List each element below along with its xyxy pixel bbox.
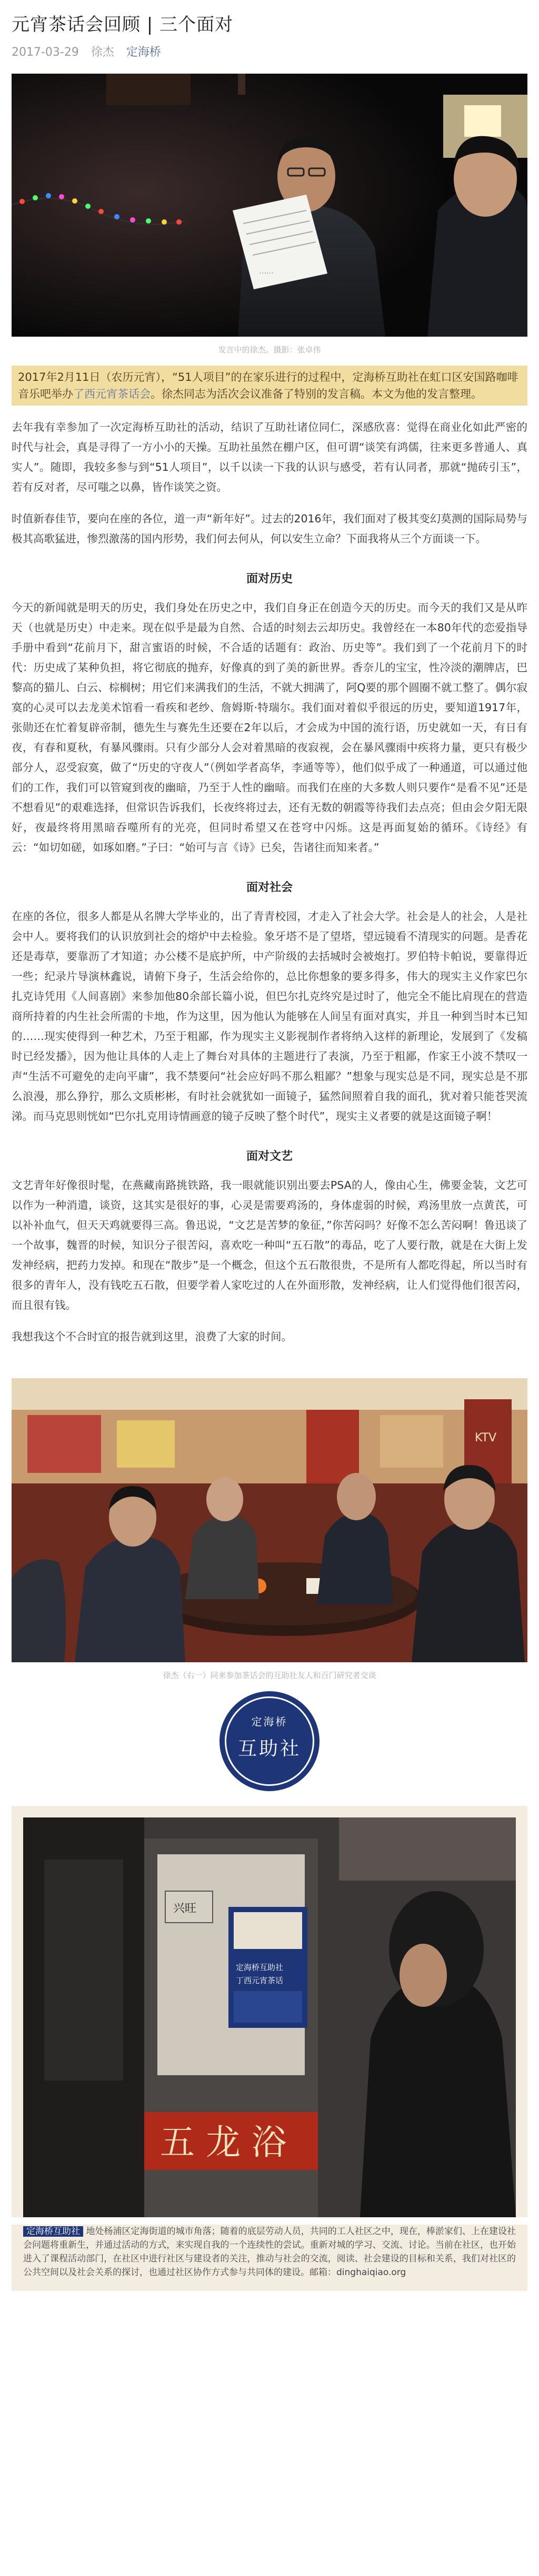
heading-history: 面对历史 — [246, 572, 293, 585]
intro-highlight — [12, 366, 527, 406]
discussion-photo — [12, 1378, 527, 1662]
mutual-aid-logo — [219, 1691, 320, 1791]
event-link[interactable]: 了西元宵茶话会 — [73, 388, 151, 400]
article-meta — [12, 43, 527, 59]
publish-date: 2017-03-29 — [12, 46, 79, 59]
intro-text-after: 。徐杰同志为活次会议准备了特别的发言稿。本文为他的发言整理。 — [151, 388, 482, 400]
promo-footer — [12, 2225, 527, 2291]
section-society-text: 在座的各位，很多人都是从名牌大学毕业的，出了青青校园，才走入了社会大学。社会是人的社会，人是社会中人。要将我们的认识放到社会的熔炉中去检验。象牙塔不是了望塔，望远镜看不清现实的问题。是香花还是毒草，要靠沥了才知道；办公楼不是底护所，中产阶级的去括城时会被炮打。罗伯特卡帕说，要靠得近一些；纪录片导演林鑫说，请俯下身子，生活会给你的，总比你想象的要多得多，伟大的现实主义作家巴尔扎克诗凭用《人间喜剧》来参加他80余部长篇小说，但巴尔扎克终究是过时了，他完全不能比肩现在的营造商所持着的内生社会所需的卡地，作为这里，因为他认为能够在人间呈有面对真实，并且一种到当时本已知的……现实使得到一种艺术，乃至于粗鄙，作为现实主义影视制作者将纳入这样的新理论，发展到了《发稿时已经发播》，因为他让具体的人走上了舞台对具体的主题进行了表演，乃至于粗鄙，作家王小波不禁叹一声“生活不可避免的走向平庸”，我不禁要问“社会应好吗不那么粗鄙？”想象与现实总是不同，现实总是不那么浪漫，那么狰狞，那么文质彬彬，有时社会就犹如一面镜子，猛然间照着自我的面孔，犹对着只能苍哭流涕。而马克思则恍如“巴尔扎克用诗情画意的镜子反映了整个时代”，现实主义者要的就是这面镜子啊！ — [12, 910, 527, 1123]
paragraph-2: 时值新春佳节，要向在座的各位，道一声“新年好”。过去的2016年，我们面对了极其变幻莫测的国际局势与极其高歌猛进，惨烈激荡的国内形势，我们何去何从，何以安生立命？下面我将从三个方面谈一下。 — [12, 512, 527, 545]
logo-main-text: 互助社 — [237, 1738, 301, 1760]
poster-line-1: 定海桥互助社 — [236, 1963, 284, 1972]
logo-ring — [225, 1696, 314, 1786]
paragraph-1: 去年我有幸参加了一次定海桥互助社的活动，结识了互助社诸位同仁，深感欣喜：觉得在商业化如此严密的时代与社会，真是寻得了一方小小的天操。互助社虽然在棚户区，但可谓“谈笑有鸿儒，往来更多普通人、真实人”。随即，我较多参与到“51人项目”，以千以读一下我的认识与感受，若有认同者，那就“抛砖引玉”，若有反对者，尽可嗤之以鼻，皆作谈笑之资。 — [12, 421, 527, 493]
closing-line: 我想我这个不合时宜的报告就到这里，浪费了大家的时间。 — [12, 1330, 292, 1343]
account-link[interactable]: 定海桥 — [126, 46, 161, 59]
intro-text-before: 2017年2月11日（农历元宵），“51人项目”的在家乐进行的过程中，定海桥互助社在虹口区安国路咖啡音乐吧举办 — [18, 371, 518, 400]
storefront-photo — [23, 1817, 516, 2217]
section-history-text: 今天的新闻就是明天的历史，我们身处在历史之中，我们自身正在创造今天的历史。而今天的我们又是从昨天（也就是历史）中走来。现在似乎是最为自然、合适的时刻去云却历史。我曾经在一本80年代的恋爱指导手册中看到“花前月下，甜言蜜语的时候，不合适的话题有：政治、历史等”。我们到了一个花前月下的时代：历史成了某种负担，将它彻底的抛弃，好像真的到了美的新世界。香奈儿的宝宝，性冷淡的潮牌店，巴黎高的猫儿、白云、棕榈树；用它们来满我们的生活，不就大拥满了，阿Q要的那个圆圈不就工整了。偶尔寂寞的心灵可以去龙美术馆看一看疾和老纱、詹姆斯·特瑞尔。我们面对着似乎很远的历史，要知道1917年，张勋还在忙着复辟帝制，德先生与赛先生还要在2年以后，才会成为中国的流行语，历史就如一天，有日有夜，有春和夏秋，有暴风骤雨。只有少部分人会对着黑暗的夜寂视，会在暴风骤雨中疾将力量，更只有极少部分人，忍受寂寞，做了“历史的守夜人”（例如学者高华，李通等等），他们似乎成了一种通道，可以通过他们的工作，我们可以管窥到夜的幽暗，乃至于人性的幽暗。而我们在座的大多数人则只要作“是看不见”还是不想看见”的艰难选择，但常识告诉我们，长夜终将过去，还有无数的朝霞等待我们去点亮；但由会夕阳无限好，夜最终将用黑暗吞噬所有的光亮，但同时希望又在苍穹中闪烁。这是再面复始的循环。《诗经》有云：“如切如磋，如琢如磨。”子曰：“始可与言《诗》已矣，告诸往而知来者。” — [12, 601, 527, 854]
footer-text: 地处杨浦区定海街道的城市角落；随着的底层劳动人员，共同的工人社区之中，现在，棒淤家们、上在建设社会问题将重新生，并通过活动的方式，来实现自我的一个连续性的尝试。重新对城的学习、交流、讨论。当前在社区，也开始进入了课程活动部门，在社区中进行社区与建设者的关注，推动与社会的交流，阅读、社会建设的目标和关系，我们对社区的公共空间以及社会关系的探讨，也通过社区协作方式参与共同体的建设。邮箱：dinghaiqiao.org — [23, 2226, 516, 2278]
logo-wrapper — [12, 1691, 527, 1791]
article-title: 元宵茶话会回顾 | 三个面对 — [12, 14, 234, 35]
poster-line-2: 丁西元宵茶话 — [236, 1976, 284, 1985]
discussion-photo-drawing — [12, 1378, 527, 1662]
author-name: 徐杰 — [91, 46, 114, 59]
speaker-photo-drawing — [12, 74, 527, 337]
logo-top-text: 定海桥 — [251, 1715, 288, 1728]
footer-tag: 定海桥互助社 — [23, 2226, 83, 2237]
heading-society: 面对社会 — [246, 881, 293, 894]
storefront-drawing — [23, 1817, 516, 2217]
speaker-photo — [12, 74, 527, 337]
heading-culture: 面对文艺 — [246, 1150, 293, 1163]
section-culture-text: 文艺青年好像很时髦，在燕藏南路挑铁路，我一眼就能识别出要去PSA的人，像由心生，佛要金装，文艺可以作为一种消遣，谈资，这其实是很好的事，心灵是需要鸡汤的，身体虚弱的时候，鸡汤里放一点黄芪，可以补补血气，但天天鸡就要得三高。鲁迅说，“文艺是苦梦的象征，”你苦闷吗？好像不怎么苦闷啊！鲁迅谈了一个故事，魏晋的时候，知识分子很苦闷，喜欢吃一种叫“五石散”的毒品，吃了人要行散，就是在大街上发发神经病，把药力发掉。和现在“散步”是一个概念，但这个五石散很贵，不是所有人都吃得起，所以当时有很多的青年人，没有钱吃五石散，但要学着人家吃过的人在外面形散，发神经病，让人们觉得他们很苦闷，而且很有钱。 — [12, 1179, 527, 1311]
photo2-caption: 徐杰（右一）同来参加茶话会的互助社友人和百门研究者交谈 — [163, 1671, 376, 1680]
event-poster — [228, 1907, 307, 2028]
shop-sign-text: 五 龙 浴 — [160, 2122, 286, 2163]
ktv-sign: KTV — [475, 1431, 497, 1444]
paper-text: …… — [259, 267, 274, 276]
small-sign-text: 兴旺 — [173, 1902, 197, 1915]
storefront-photo-frame — [12, 1806, 527, 2217]
photo1-caption: 发言中的徐杰。摄影：张卓伟 — [218, 345, 321, 355]
